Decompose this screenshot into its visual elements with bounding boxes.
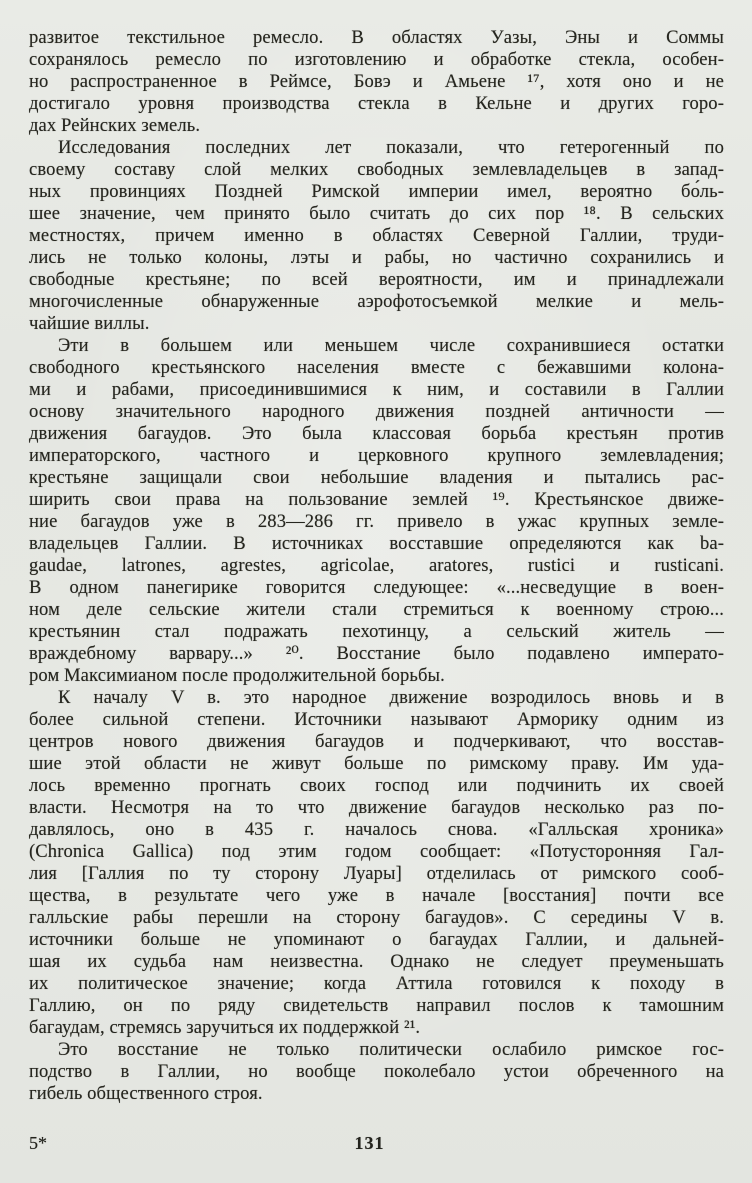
- text-line: Галлию, он по ряду свидетельств направил послов к тамошним: [29, 995, 724, 1016]
- text-line: В одном панегирике говорится следующее: «...несведущие в воен-: [29, 577, 724, 598]
- text-line: свободные крестьяне; по всей вероятности, им и принадлежали: [29, 269, 724, 290]
- text-line: их политическое значение; когда Аттила готовился к походу в: [29, 973, 724, 994]
- text-line: gaudae, latrones, agrestes, agricolae, aratores, rustici и rusticani.: [29, 555, 724, 576]
- text-line: галльские рабы перешли на сторону багаудов». С середины V в.: [29, 907, 724, 928]
- text-line: источники больше не упоминают о багаудах Галлии, и дальней-: [29, 929, 724, 950]
- page-number: 131: [354, 1133, 385, 1153]
- text-line: щества, в результате чего уже в начале [восстания] почти все: [29, 885, 724, 906]
- text-line: Эти в большем или меньшем числе сохранившиеся остатки: [58, 335, 724, 356]
- text-line: ных провинциях Поздней Римской империи имел, вероятно бо́ль-: [29, 181, 724, 202]
- text-line: (Chronica Gallica) под этим годом сообщает: «Потусторонняя Гал-: [29, 841, 724, 862]
- text-line: Исследования последних лет показали, что гетерогенный по: [58, 137, 724, 158]
- text-line: сохранялось ремесло по изготовлению и обработке стекла, особен-: [29, 49, 724, 70]
- text-line: владельцев Галлии. В источниках восставшие определяются как ba-: [29, 533, 724, 554]
- text-block: [29, 27, 724, 1105]
- text-line: императорского, частного и церковного крупного землевладения;: [29, 445, 724, 466]
- text-line: развитое текстильное ремесло. В областях Уазы, Эны и Соммы: [29, 27, 724, 48]
- text-line: ром Максимианом после продолжительной борьбы.: [29, 665, 445, 686]
- text-line: достигало уровня производства стекла в Кельне и других горо-: [29, 93, 724, 114]
- text-line: но распространенное в Реймсе, Бовэ и Амьене ¹⁷, хотя оно и не: [29, 71, 724, 92]
- text-line: свободного крестьянского населения вместе с бежавшими колона-: [29, 357, 724, 378]
- text-line: гибель общественного строя.: [29, 1083, 263, 1104]
- text-line: давлялось, оно в 435 г. началось снова. «Галльская хроника»: [29, 819, 724, 840]
- text-line: Это восстание не только политически ослабило римское гос-: [58, 1039, 724, 1060]
- page-footer: [29, 1133, 724, 1159]
- text-line: багаудам, стремясь заручиться их поддержкой ²¹.: [29, 1017, 421, 1038]
- text-line: шая их судьба нам неизвестна. Однако не следует преуменьшать: [29, 951, 724, 972]
- text-line: ном деле сельские жители стали стремиться к военному строю...: [29, 599, 724, 620]
- text-line: своему составу слой мелких свободных землевладельцев в запад-: [29, 159, 724, 180]
- text-line: подство в Галлии, но вообще поколебало устои обреченного на: [29, 1061, 724, 1082]
- text-line: местностях, причем именно в областях Северной Галлии, труди-: [29, 225, 724, 246]
- text-line: К началу V в. это народное движение возродилось вновь и в: [58, 687, 724, 708]
- text-line: враждебному варвару...» ²⁰. Восстание было подавлено императо-: [29, 643, 724, 664]
- text-line: крестьяне защищали свои небольшие владения и пытались рас-: [29, 467, 724, 488]
- signature-mark: 5*: [29, 1133, 47, 1153]
- text-line: чайшие виллы.: [29, 313, 150, 334]
- text-line: движения багаудов. Это была классовая борьба крестьян против: [29, 423, 724, 444]
- text-line: многочисленные обнаруженные аэрофотосъемкой мелкие и мель-: [29, 291, 724, 312]
- text-line: лия [Галлия по ту сторону Луары] отделилась от римского сооб-: [29, 863, 724, 884]
- text-line: более сильной степени. Источники называют Арморику одним из: [29, 709, 724, 730]
- text-line: шие этой области не живут больше по римскому праву. Им уда-: [29, 753, 724, 774]
- text-line: ние багаудов уже в 283—286 гг. привело в ужас крупных земле-: [29, 511, 724, 532]
- text-line: ширить свои права на пользование землей ¹⁹. Крестьянское движе-: [29, 489, 724, 510]
- text-line: шее значение, чем принято было считать до сих пор ¹⁸. В сельских: [29, 203, 724, 224]
- text-line: крестьянин стал подражать пехотинцу, а сельский житель —: [29, 621, 724, 642]
- text-line: лось временно прогнать своих господ или подчинить их своей: [29, 775, 724, 796]
- text-line: основу значительного народного движения поздней античности —: [29, 401, 724, 422]
- text-line: лись не только колоны, лэты и рабы, но частично сохранились и: [29, 247, 724, 268]
- text-line: дах Рейнских земель.: [29, 115, 201, 136]
- text-line: центров нового движения багаудов и подчеркивают, что восстав-: [29, 731, 724, 752]
- text-line: ми и рабами, присоединившимися к ним, и составили в Галлии: [29, 379, 724, 400]
- text-line: власти. Несмотря на то что движение багаудов несколько раз по-: [29, 797, 724, 818]
